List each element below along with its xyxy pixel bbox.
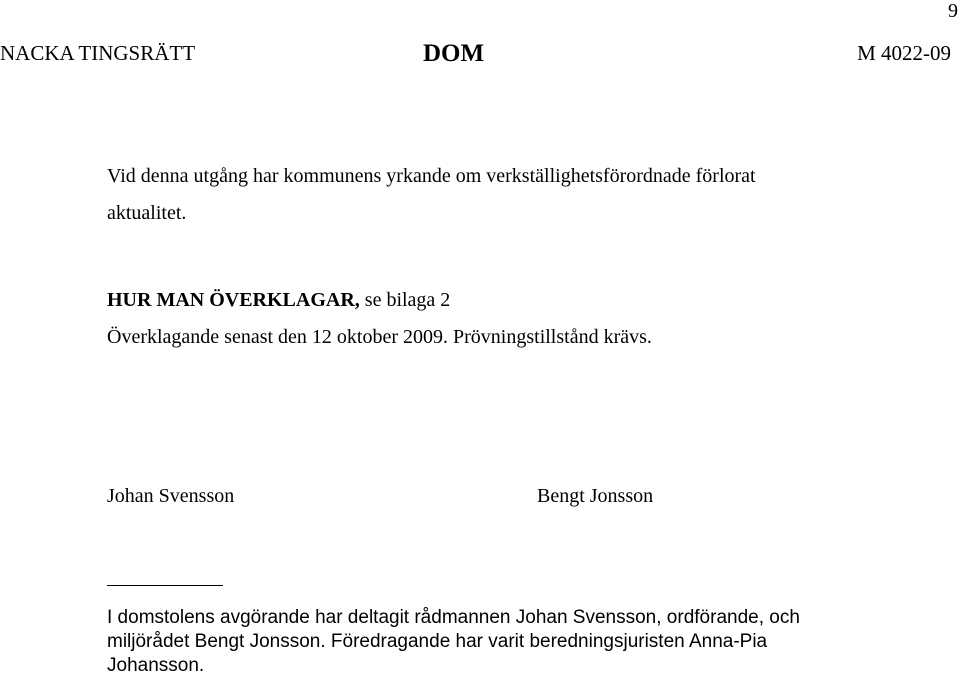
appeal-heading-bold: HUR MAN ÖVERKLAGAR, (107, 289, 360, 311)
paragraph-outcome-line-1: Vid denna utgång har kommunens yrkande om verkställighetsförordnade förlorat (107, 165, 756, 187)
appeal-heading-rest: se bilaga 2 (359, 289, 451, 311)
paragraph-outcome (107, 158, 756, 232)
paragraph-outcome-line-2: aktualitet. (107, 202, 187, 224)
court-name: NACKA TINGSRÄTT (0, 41, 196, 65)
footnote-line-1: I domstolens avgörande har deltagit rådmannen Johan Svensson, ordförande, och (107, 607, 800, 628)
footnote-line-2: miljörådet Bengt Jonsson. Föredragande har varit beredningsjuristen Anna-Pia (107, 631, 768, 652)
page-number: 9 (948, 0, 958, 22)
appeal-text: Överklagande senast den 12 oktober 2009. Prövningstillstånd krävs. (107, 326, 652, 348)
case-number: M 4022-09 (857, 41, 951, 65)
appeal-heading (107, 282, 652, 319)
footnote-line-3: Johansson. (107, 655, 205, 676)
footnote-divider (107, 585, 223, 586)
footnote (107, 606, 947, 678)
appeal-section (107, 282, 652, 356)
signature-left: Johan Svensson (107, 485, 235, 507)
signature-right: Bengt Jonsson (537, 485, 654, 507)
document-type: DOM (423, 40, 485, 67)
